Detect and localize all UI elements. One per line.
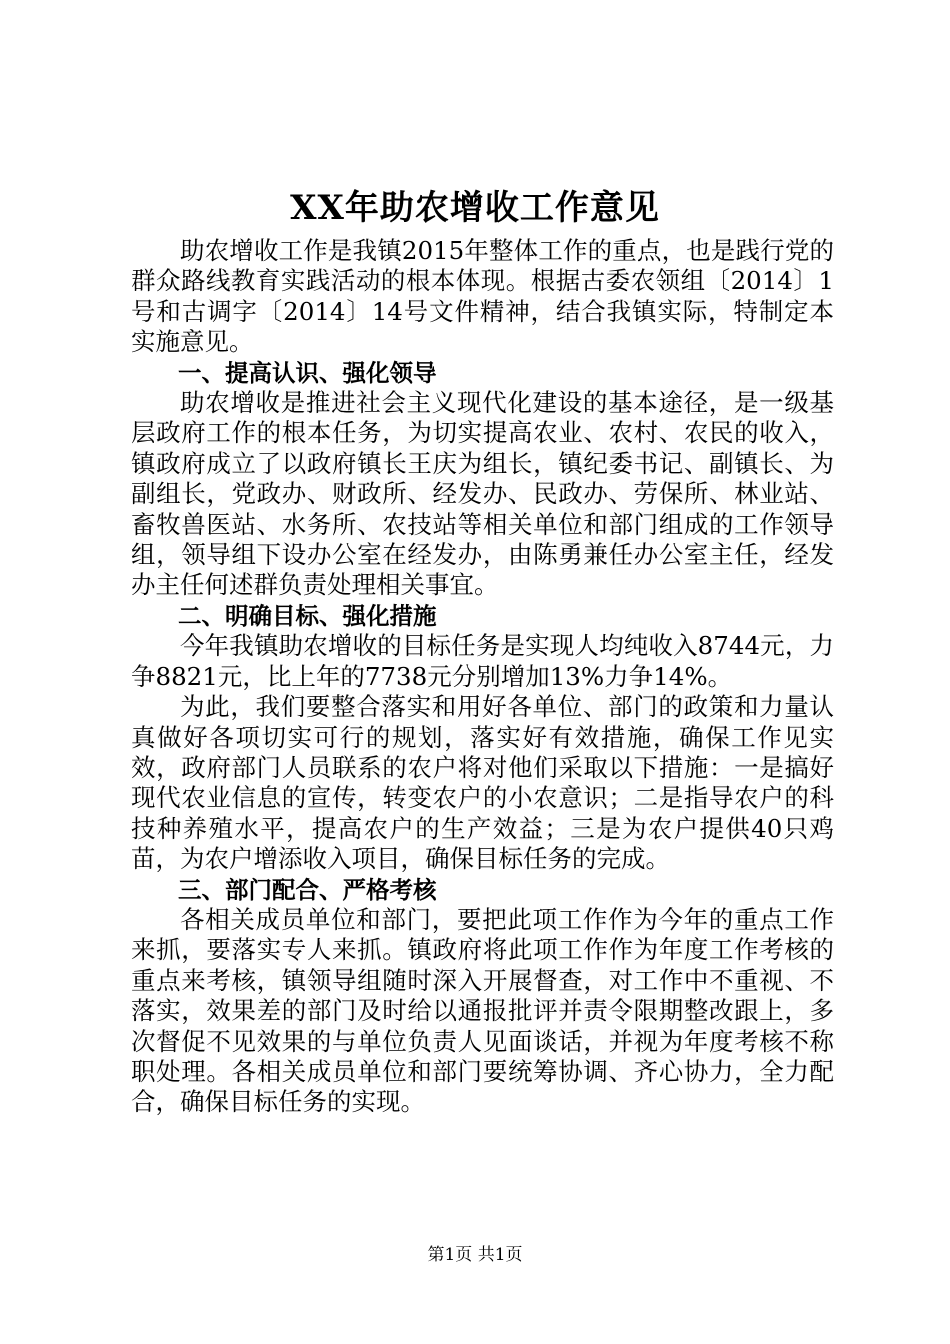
document-title: XX年助农增收工作意见 xyxy=(290,188,660,228)
section-3-heading: 三、部门配合、严格考核 xyxy=(178,875,437,904)
intro-paragraph: 助农增收工作是我镇2015年整体工作的重点，也是践行党的群众路线教育实践活动的根本体现。根据古委农领组〔2014〕1号和古调字〔2014〕14号文件精神，结合我镇实际，特制定本实施意见。 xyxy=(131,236,834,357)
section-2-paragraph-2: 为此，我们要整合落实和用好各单位、部门的政策和力量认真做好各项切实可行的规划，落实好有效措施，确保工作见实效，政府部门人员联系的农户将对他们采取以下措施：一是搞好现代农业信息的宣传，转变农户的小农意识；二是指导农户的科技种养殖水平，提高农户的生产效益；三是为农户提供40只鸡苗，为农户增添收入项目，确保目标任务的完成。 xyxy=(131,692,834,874)
section-1-paragraph-1: 助农增收是推进社会主义现代化建设的基本途径，是一级基层政府工作的根本任务，为切实提高农业、农村、农民的收入，镇政府成立了以政府镇长王庆为组长，镇纪委书记、副镇长、为副组长，党政办、财政所、经发办、民政办、劳保所、林业站、畜牧兽医站、水务所、农技站等相关单位和部门组成的工作领导组，领导组下设办公室在经发办，由陈勇兼任办公室主任，经发办主任何述群负责处理相关事宜。 xyxy=(131,388,834,600)
section-2-heading: 二、明确目标、强化措施 xyxy=(178,601,437,630)
page-footer: 第1页 共1页 xyxy=(427,1245,523,1265)
section-2-paragraph-1: 今年我镇助农增收的目标任务是实现人均纯收入8744元，力争8821元，比上年的7738元分别增加13%力争14%。 xyxy=(131,631,834,691)
section-3-paragraph-1: 各相关成员单位和部门，要把此项工作作为今年的重点工作来抓，要落实专人来抓。镇政府将此项工作作为年度工作考核的重点来考核，镇领导组随时深入开展督查，对工作中不重视、不落实，效果差的部门及时给以通报批评并责令限期整改跟上，多次督促不见效果的与单位负责人见面谈话，并视为年度考核不称职处理。各相关成员单位和部门要统筹协调、齐心协力，全力配合，确保目标任务的实现。 xyxy=(131,904,834,1117)
document-body xyxy=(131,236,834,1118)
section-1-heading: 一、提高认识、强化领导 xyxy=(178,358,437,387)
